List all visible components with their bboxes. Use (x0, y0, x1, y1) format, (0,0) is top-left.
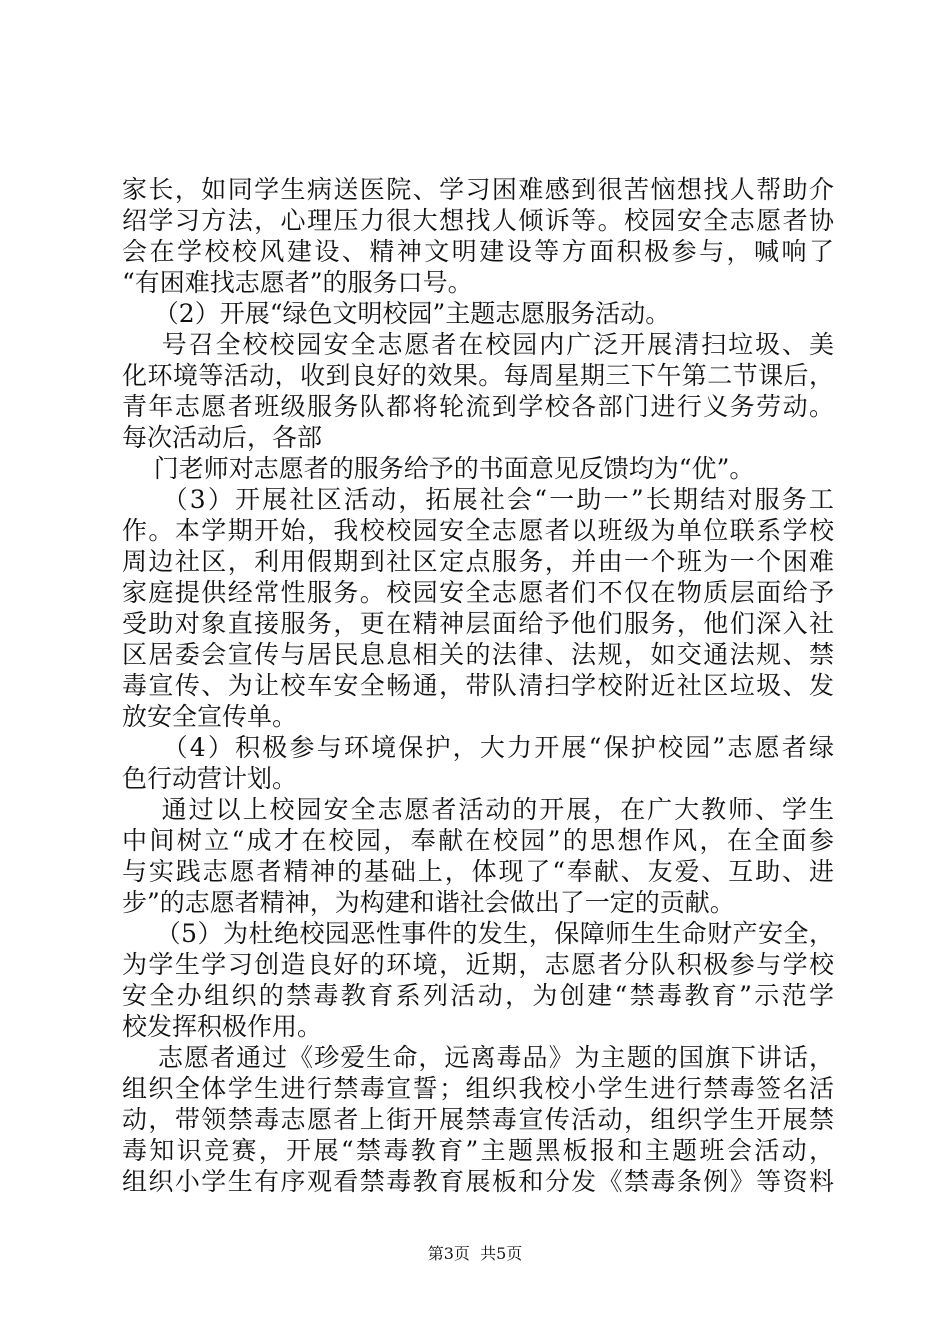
text-line: 毒知识竞赛，开展“禁毒教育”主题黑板报和主题班会活动， (122, 1136, 834, 1165)
text-line: 为学生学习创造良好的环境，近期，志愿者分队积极参与学校 (122, 950, 834, 979)
text-line: 周边社区，利用假期到社区定点服务，并由一个班为一个困难 (122, 547, 834, 576)
text-line: 校发挥积极作用。 (122, 1012, 323, 1041)
text-line: 组织全体学生进行禁毒宣誓；组织我校小学生进行禁毒签名活 (122, 1074, 834, 1103)
text-line: 家长，如同学生病送医院、学习困难感到很苦恼想找人帮助介 (122, 175, 834, 204)
text-line: 通过以上校园安全志愿者活动的开展，在广大教师、学生 (122, 795, 834, 824)
text-line: 绍学习方法，心理压力很大想找人倾诉等。校园安全志愿者协 (122, 206, 834, 235)
text-line: 组织小学生有序观看禁毒教育展板和分发《禁毒条例》等资料 (122, 1167, 834, 1196)
document-body (122, 174, 834, 1197)
page-footer: 第3页 共5页 (427, 1244, 523, 1263)
text-line: （3）开展社区活动，拓展社会“一助一”长期结对服务工 (122, 485, 834, 514)
text-line: 作。本学期开始，我校校园安全志愿者以班级为单位联系学校 (122, 516, 834, 545)
text-line: 受助对象直接服务，更在精神层面给予他们服务，他们深入社 (122, 609, 834, 638)
text-line: 青年志愿者班级服务队都将轮流到学校各部门进行义务劳动。 (122, 392, 834, 421)
text-line: 化环境等活动，收到良好的效果。每周星期三下午第二节课后， (122, 361, 834, 390)
text-line: 与实践志愿者精神的基础上，体现了“奉献、友爱、互助、进 (122, 857, 834, 886)
text-line: 区居委会宣传与居民息息相关的法律、法规，如交通法规、禁 (122, 640, 834, 669)
text-line: 每次活动后，各部 (122, 423, 323, 452)
text-line: （5）为杜绝校园恶性事件的发生，保障师生生命财产安全， (122, 919, 834, 948)
text-line: 门老师对志愿者的服务给予的书面意见反馈均为“优”。 (122, 454, 755, 483)
text-line: 中间树立“成才在校园，奉献在校园”的思想作风，在全面参 (122, 826, 834, 855)
text-line: 会在学校校风建设、精神文明建设等方面积极参与，喊响了 (122, 237, 834, 266)
text-line: 毒宣传、为让校车安全畅通，带队清扫学校附近社区垃圾、发 (122, 671, 834, 700)
text-line: “有困难找志愿者”的服务口号。 (122, 268, 473, 297)
text-line: （4）积极参与环境保护，大力开展“保护校园”志愿者绿 (122, 733, 834, 762)
text-line: （2）开展“绿色文明校园”主题志愿服务活动。 (122, 299, 671, 328)
text-line: 志愿者通过《珍爱生命，远离毒品》为主题的国旗下讲话， (122, 1043, 834, 1072)
text-line: 号召全校校园安全志愿者在校园内广泛开展清扫垃圾、美 (122, 330, 834, 359)
text-line: 安全办组织的禁毒教育系列活动，为创建“禁毒教育”示范学 (122, 981, 834, 1010)
text-line: 色行动营计划。 (122, 764, 298, 793)
text-line: 步”的志愿者精神，为构建和谐社会做出了一定的贡献。 (122, 888, 735, 917)
text-line: 动，带领禁毒志愿者上街开展禁毒宣传活动，组织学生开展禁 (122, 1105, 834, 1134)
text-line: 放安全宣传单。 (122, 702, 298, 731)
text-line: 家庭提供经常性服务。校园安全志愿者们不仅在物质层面给予 (122, 578, 834, 607)
